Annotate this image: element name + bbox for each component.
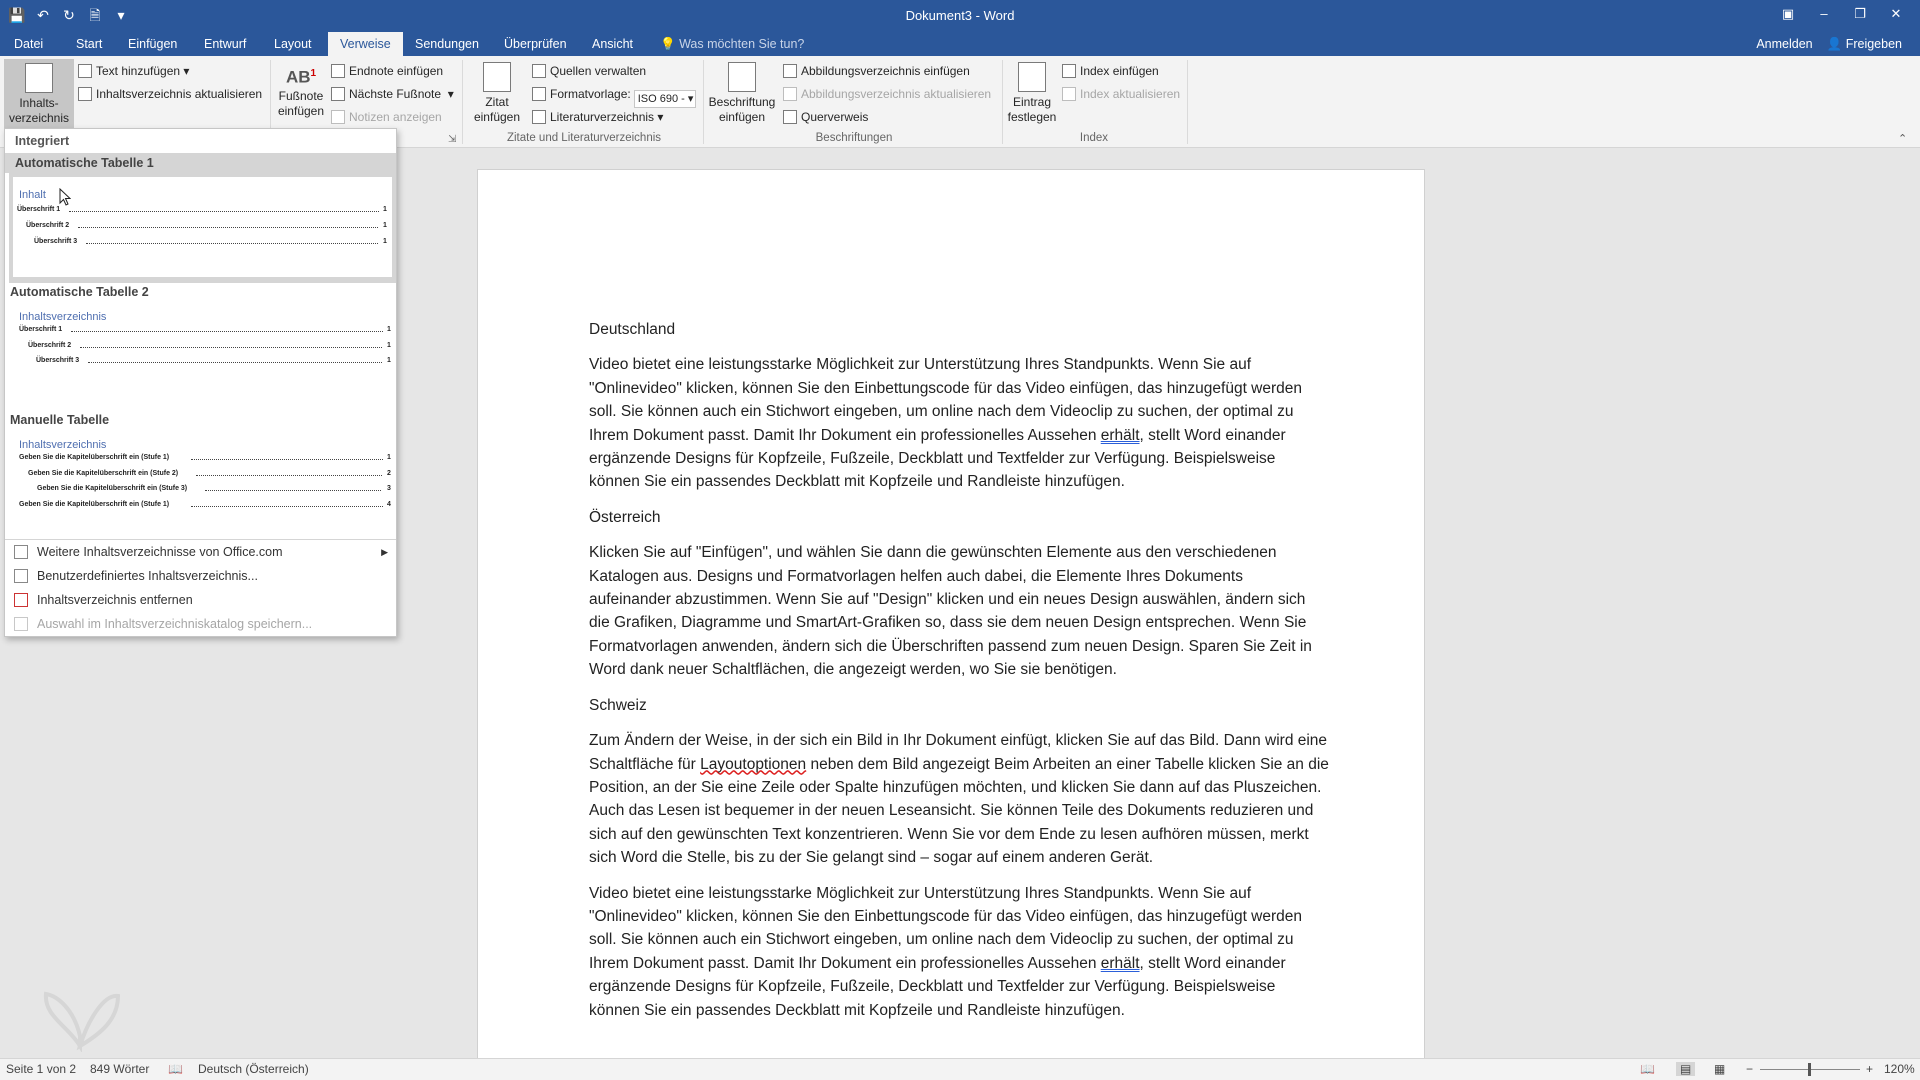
tab-start[interactable]: Start bbox=[76, 37, 103, 51]
office-globe-icon bbox=[14, 545, 28, 559]
update-toc-icon bbox=[78, 87, 92, 101]
document-body[interactable] bbox=[589, 318, 1329, 1034]
insert-caption-button[interactable] bbox=[706, 62, 778, 125]
manage-sources-button[interactable] bbox=[532, 64, 646, 78]
grammar-mark: erhält bbox=[1100, 426, 1140, 444]
update-index-label: Index aktualisieren bbox=[1080, 87, 1181, 101]
zoom-level[interactable]: 120% bbox=[1884, 1062, 1915, 1076]
cross-reference-label: Querverweis bbox=[801, 110, 869, 124]
toc-button[interactable] bbox=[4, 59, 74, 129]
footnote-label: Fußnote einfügen bbox=[277, 88, 325, 118]
mouse-cursor-icon bbox=[59, 188, 71, 206]
show-notes-label: Notizen anzeigen bbox=[349, 110, 442, 124]
paragraph-3-text-b: neben dem Bild angezeigt Beim Arbeiten an einer Tabelle klicken Sie an die Position, an der Sie eine Zeile oder Spalte hinzufügen möchten, und klicken Sie dann auf das Pluszeichen. Auch das Lesen ist bequemer in der neuen Leseansicht. Sie können Teile des Dokuments reduzieren und sich auf den gewünschten Text konzentrieren. Wenn Sie vor dem Ende zu lesen aufhören müssen, merkt sich Word die Stelle, bis zu der Sie gelangt sind – sogar auf einem anderen Gerät. bbox=[589, 755, 1329, 867]
mark-entry-label: Eintrag festlegen bbox=[1007, 95, 1057, 124]
window-title: Dokument3 - Word bbox=[905, 8, 1015, 23]
insert-index-icon bbox=[1062, 64, 1076, 78]
toc-icon bbox=[25, 63, 53, 93]
zoom-in-button[interactable]: + bbox=[1866, 1062, 1874, 1076]
section-title: Manuelle Tabelle bbox=[10, 413, 110, 427]
group-separator bbox=[703, 60, 704, 144]
captions-group-label: Beschriftungen bbox=[815, 132, 893, 144]
page-count[interactable]: Seite 1 von 2 bbox=[6, 1062, 77, 1076]
toc-gallery bbox=[4, 128, 397, 637]
tab-layout[interactable]: Layout bbox=[274, 37, 312, 51]
group-separator bbox=[462, 60, 463, 144]
citation-label: Zitat einfügen bbox=[473, 95, 521, 124]
customize-qat-icon[interactable]: ▾ bbox=[117, 7, 125, 23]
insert-tof-button[interactable] bbox=[783, 64, 970, 78]
section-title: Automatische Tabelle 1 bbox=[5, 153, 396, 173]
toc-preview-title: Inhalt bbox=[19, 189, 46, 201]
tab-datei[interactable]: Datei bbox=[14, 37, 44, 51]
style-label: Formatvorlage: bbox=[550, 87, 631, 101]
toc-preview-entry: Überschrift 3 1 bbox=[34, 238, 387, 245]
ribbon-tabs bbox=[0, 32, 1920, 56]
insert-citation-button[interactable] bbox=[466, 62, 528, 125]
manage-sources-icon bbox=[532, 64, 546, 78]
paragraph-4 bbox=[589, 882, 1329, 1022]
update-tof-label: Abbildungsverzeichnis aktualisieren bbox=[801, 87, 992, 101]
document-page[interactable] bbox=[477, 169, 1425, 1069]
update-index-button[interactable] bbox=[1062, 87, 1180, 101]
save-selection-label: Auswahl im Inhaltsverzeichniskatalog speichern... bbox=[37, 617, 313, 631]
paragraph-4-text-a: Video bietet eine leistungsstarke Möglichkeit zur Unterstützung Ihres Standpunkts. Wenn Sie auf "Onlinevideo" klicken, können Sie den Einbettungscode für das Video einfügen, das hinzugefügt werden soll. Sie können auch ein Stichwort eingeben, um online nach dem Videoclip zu suchen, der optimal zu Ihrem Dokument passt. Damit Ihr Dokument ein professionelles Aussehen bbox=[589, 884, 1303, 972]
tab-verweise[interactable]: Verweise bbox=[328, 32, 403, 56]
sign-in-link[interactable]: Anmelden bbox=[1756, 37, 1813, 51]
web-layout-icon[interactable]: ▦ bbox=[1714, 1062, 1726, 1076]
remove-toc-icon bbox=[14, 593, 28, 607]
next-footnote-label: Nächste Fußnote bbox=[349, 87, 442, 101]
insert-tof-icon bbox=[783, 64, 797, 78]
show-notes-icon bbox=[331, 110, 345, 124]
save-selection-icon bbox=[14, 617, 28, 631]
toc-preview-entry: Überschrift 1 1 bbox=[17, 206, 387, 213]
tab-einfuegen[interactable]: Einfügen bbox=[128, 37, 178, 51]
tell-me-box[interactable] bbox=[660, 32, 804, 56]
ribbon-display-icon[interactable]: ▣ bbox=[1781, 6, 1795, 21]
tab-sendungen[interactable]: Sendungen bbox=[415, 37, 479, 51]
cross-reference-icon bbox=[783, 110, 797, 124]
tab-entwurf[interactable]: Entwurf bbox=[204, 37, 247, 51]
update-toc-label: Inhaltsverzeichnis aktualisieren bbox=[96, 87, 263, 101]
remove-toc-menu-item[interactable] bbox=[5, 588, 396, 612]
toc-option-auto-2[interactable] bbox=[13, 303, 393, 403]
window-controls bbox=[1770, 2, 1914, 26]
paragraph-2: Klicken Sie auf "Einfügen", und wählen Sie dann die gewünschten Elemente aus den verschiedenen Katalogen aus. Designs und Formatvorlagen helfen auch dabei, die Elemente Ihres Dokuments aufeinander abzustimmen. Wenn Sie auf "Design" klicken und ein neues Design auswählen, ändern sich die Grafiken, Diagramme und SmartArt-Grafiken so, dass sie dem neuen Design entsprechen. Wenn Sie Formatvorlagen anwenden, ändern sich die Überschriften passend zum neuen Design. Sparen Sie Zeit in Word dank neuer Schaltflächen, die angezeigt werden, wo Sie sie benötigen. bbox=[589, 544, 1312, 679]
status-bar bbox=[0, 1058, 1920, 1080]
toc-preview-title: Inhaltsverzeichnis bbox=[19, 311, 107, 323]
custom-toc-label: Benutzerdefiniertes Inhaltsverzeichnis... bbox=[37, 569, 258, 583]
footnotes-dialog-launcher[interactable]: ⇲ bbox=[448, 134, 457, 145]
paragraph-4-text-b: , stellt Word einander ergänzende Designs für Kopfzeile, Fußzeile, Deckblatt und Textfelder zur Verfügung. Beispielsweise können Sie ein passendes Deckblatt mit Kopfzeile und Randleiste hinzufügen. bbox=[589, 954, 1286, 1019]
tab-ansicht[interactable]: Ansicht bbox=[592, 37, 633, 51]
style-icon bbox=[532, 87, 546, 101]
gallery-header: Integriert bbox=[5, 131, 396, 151]
toc-preview-title: Inhaltsverzeichnis bbox=[19, 439, 107, 451]
title-bar bbox=[0, 0, 1920, 32]
insert-endnote-button[interactable] bbox=[331, 64, 443, 78]
cross-reference-button[interactable] bbox=[783, 110, 868, 124]
custom-toc-icon bbox=[14, 569, 28, 583]
toc-preview-entry: Geben Sie die Kapitelüberschrift ein (Stufe 1) 4 bbox=[19, 501, 391, 508]
remove-toc-label: Inhaltsverzeichnis entfernen bbox=[37, 593, 193, 607]
collapse-ribbon-icon[interactable]: ⌃ bbox=[1898, 133, 1908, 145]
minimize-icon[interactable]: – bbox=[1820, 6, 1828, 21]
word-count[interactable]: 849 Wörter bbox=[90, 1062, 150, 1076]
zoom-out-button[interactable]: − bbox=[1746, 1062, 1754, 1076]
citations-group-label: Zitate und Literaturverzeichnis bbox=[506, 132, 662, 144]
update-tof-button[interactable] bbox=[783, 87, 991, 101]
paragraph-1-text-b: , stellt Word einander ergänzende Designs für Kopfzeile, Fußzeile, Deckblatt und Textfelder zur Verfügung. Beispielsweise können Sie ein passendes Deckblatt mit Kopfzeile und Randleiste hinzufügen. bbox=[589, 426, 1286, 491]
insert-footnote-button[interactable] bbox=[274, 66, 328, 119]
lightbulb-icon: 💡 bbox=[660, 37, 676, 51]
butterfly-logo-icon bbox=[38, 976, 122, 1052]
add-text-label: Text hinzufügen bbox=[96, 64, 181, 78]
caption-label: Beschriftung einfügen bbox=[708, 95, 776, 124]
section-title: Automatische Tabelle 2 bbox=[10, 285, 149, 299]
share-button[interactable] bbox=[1827, 32, 1902, 56]
style-selector[interactable] bbox=[532, 87, 696, 108]
citation-icon bbox=[483, 62, 511, 92]
language-indicator[interactable]: Deutsch (Österreich) bbox=[198, 1062, 309, 1076]
mark-entry-icon bbox=[1018, 62, 1046, 92]
caption-icon bbox=[728, 62, 756, 92]
bibliography-label: Literaturverzeichnis bbox=[550, 110, 655, 124]
add-text-icon bbox=[78, 64, 92, 78]
update-toc-button[interactable] bbox=[78, 87, 262, 101]
toc-option-manual[interactable] bbox=[13, 431, 393, 539]
bibliography-icon bbox=[532, 110, 546, 124]
paragraph-3 bbox=[589, 729, 1329, 869]
insert-index-label: Index einfügen bbox=[1080, 64, 1159, 78]
custom-toc-menu-item[interactable] bbox=[5, 564, 396, 588]
update-tof-icon bbox=[783, 87, 797, 101]
update-index-icon bbox=[1062, 87, 1076, 101]
tell-me-placeholder: Was möchten Sie tun? bbox=[679, 37, 805, 51]
toc-preview-entry: Überschrift 2 1 bbox=[26, 222, 387, 229]
paragraph-1 bbox=[589, 353, 1329, 493]
person-icon: 👤 bbox=[1826, 37, 1843, 51]
toc-preview-entry: Überschrift 1 1 bbox=[19, 326, 391, 333]
read-mode-icon[interactable]: 📖 bbox=[1640, 1062, 1655, 1076]
share-label: Freigeben bbox=[1845, 37, 1902, 51]
print-layout-icon[interactable]: ▤ bbox=[1676, 1062, 1695, 1076]
submenu-arrow-icon: ▶ bbox=[381, 547, 388, 557]
next-footnote-icon bbox=[331, 87, 345, 101]
footnote-icon: $AB^1$ bbox=[285, 67, 317, 87]
new-document-icon[interactable]: 🗎 bbox=[89, 7, 101, 23]
more-tocs-label: Weitere Inhaltsverzeichnisse von Office.com bbox=[37, 545, 283, 559]
style-value: ISO 690 - bbox=[637, 93, 685, 105]
add-text-button[interactable]: Text hinzufügen ▾ bbox=[78, 64, 189, 78]
paragraph-3-text-a: Zum Ändern der Weise, in der sich ein Bild in Ihr Dokument einfügt, klicken Sie auf das Bild. Dann wird eine Schaltfläche für bbox=[589, 732, 1328, 773]
show-notes-button[interactable] bbox=[331, 110, 442, 124]
grammar-mark: erhält bbox=[1100, 954, 1140, 972]
next-footnote-button[interactable]: Nächste Fußnote ▾ bbox=[331, 87, 454, 101]
index-group-label: Index bbox=[1079, 132, 1109, 144]
zoom-slider-thumb[interactable] bbox=[1808, 1063, 1811, 1076]
toc-preview-entry: Geben Sie die Kapitelüberschrift ein (Stufe 3) 3 bbox=[37, 485, 391, 492]
proofing-icon[interactable]: 📖 bbox=[168, 1062, 183, 1076]
group-separator bbox=[1187, 60, 1188, 144]
spelling-mark: Layoutoptionen bbox=[700, 755, 807, 773]
restore-icon[interactable]: ❐ bbox=[1854, 6, 1866, 21]
style-combo[interactable]: ISO 690 - ▾ bbox=[634, 90, 696, 108]
tab-ueberpruefen[interactable]: Überprüfen bbox=[504, 37, 567, 51]
manage-sources-label: Quellen verwalten bbox=[550, 64, 647, 78]
save-selection-toc-menu-item[interactable] bbox=[5, 612, 396, 636]
heading-deutschland: Deutschland bbox=[589, 321, 676, 338]
toc-preview-entry: Geben Sie die Kapitelüberschrift ein (Stufe 2) 2 bbox=[28, 470, 391, 477]
toc-button-label: Inhalts- verzeichnis bbox=[8, 96, 70, 125]
undo-icon[interactable]: ↶ bbox=[37, 7, 49, 23]
close-icon[interactable]: ✕ bbox=[1890, 6, 1902, 21]
toc-preview-entry: Überschrift 3 1 bbox=[36, 357, 391, 364]
save-icon[interactable]: 💾 bbox=[8, 7, 26, 23]
heading-schweiz: Schweiz bbox=[589, 696, 647, 714]
paragraph-1-text-a: Video bietet eine leistungsstarke Möglichkeit zur Unterstützung Ihres Standpunkts. Wenn Sie auf "Onlinevideo" klicken, können Sie den Einbettungscode für das Video einfügen, das hinzugefügt werden soll. Sie können auch ein Stichwort eingeben, um online nach dem Videoclip zu suchen, der optimal zu Ihrem Dokument passt. Damit Ihr Dokument ein professionelles Aussehen bbox=[589, 356, 1303, 444]
toc-preview-entry: Geben Sie die Kapitelüberschrift ein (Stufe 1) 1 bbox=[19, 454, 391, 461]
insert-tof-label: Abbildungsverzeichnis einfügen bbox=[801, 64, 970, 78]
toc-preview-entry: Überschrift 2 1 bbox=[28, 342, 391, 349]
insert-index-button[interactable] bbox=[1062, 64, 1159, 78]
endnote-label: Endnote einfügen bbox=[349, 64, 444, 78]
group-separator bbox=[1002, 60, 1003, 144]
mark-entry-button[interactable] bbox=[1004, 62, 1060, 125]
repeat-icon[interactable]: ↻ bbox=[63, 7, 75, 23]
endnote-icon bbox=[331, 64, 345, 78]
bibliography-button[interactable]: Literaturverzeichnis ▾ bbox=[532, 110, 663, 124]
more-tocs-office-menu-item[interactable] bbox=[5, 540, 396, 564]
heading-oesterreich: Österreich bbox=[589, 508, 661, 526]
